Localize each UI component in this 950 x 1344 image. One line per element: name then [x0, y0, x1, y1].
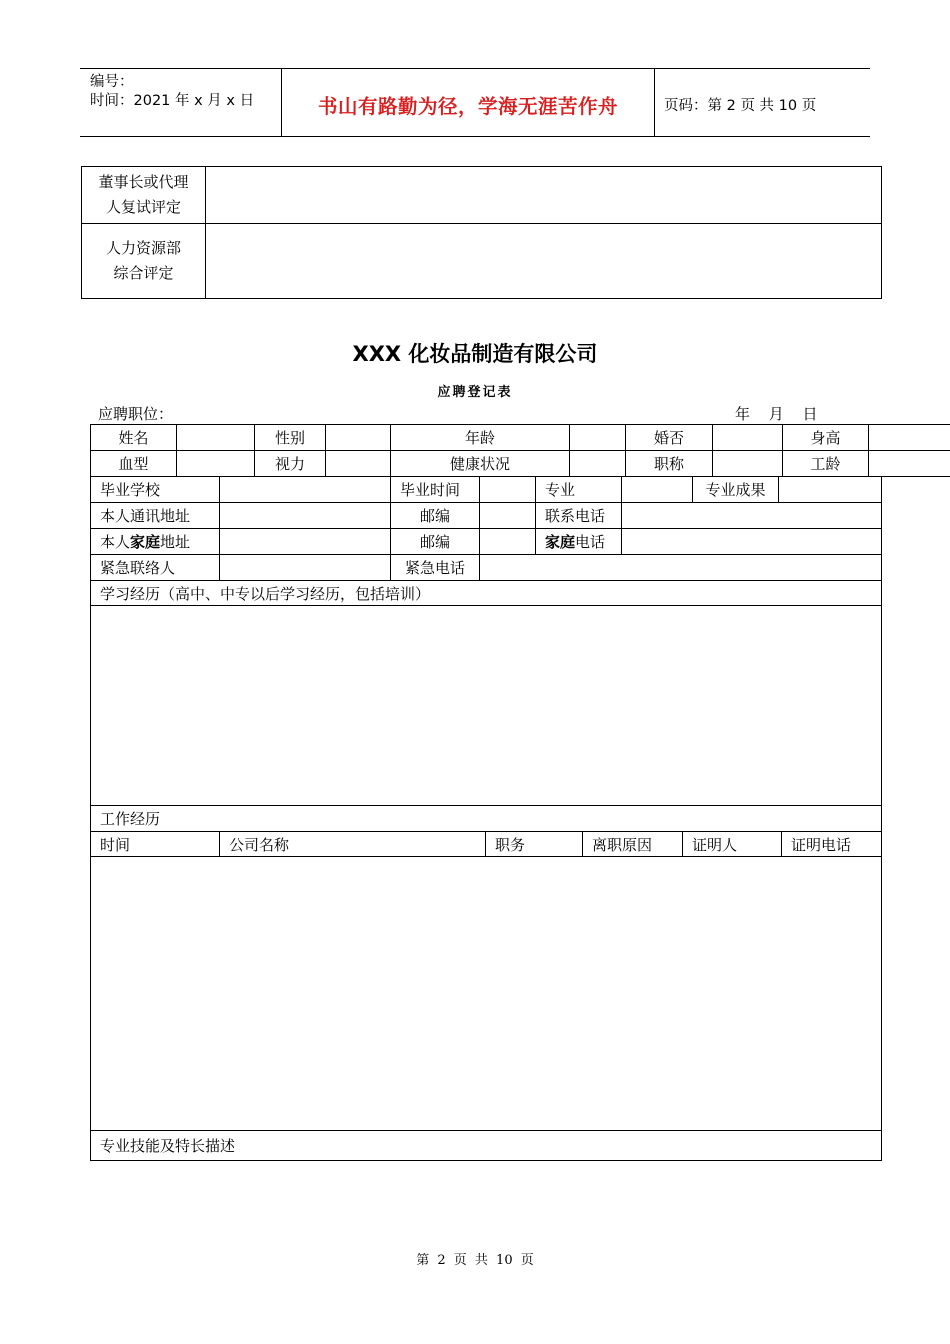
achievement-field[interactable] — [779, 477, 882, 503]
achievement-label: 专业成果 — [693, 477, 779, 503]
chairman-review-label — [82, 167, 206, 224]
marital-cell — [626, 425, 783, 451]
home-address-field[interactable] — [220, 529, 391, 555]
name-field[interactable] — [177, 425, 255, 451]
health-field[interactable] — [570, 451, 626, 477]
professional-title-label: 职称 — [654, 455, 685, 473]
gender-label: 性别 — [255, 425, 326, 451]
height-field[interactable] — [869, 425, 950, 451]
skills-label: 专业技能及特长描述 — [91, 1131, 882, 1161]
professional-title-field[interactable] — [712, 451, 782, 476]
emergency-contact-field[interactable] — [220, 555, 391, 581]
height-label: 身高 — [783, 425, 869, 451]
health-label: 健康状况 — [391, 451, 570, 477]
header-divider — [654, 69, 655, 136]
review-table — [81, 166, 882, 299]
chairman-review-label-line2: 人复试评定 — [105, 198, 181, 216]
contact-phone-field[interactable] — [622, 503, 882, 529]
document-number-label: 编号： — [90, 74, 134, 90]
blood-type-field[interactable] — [177, 451, 255, 477]
home-postcode-field[interactable] — [480, 529, 536, 555]
major-field[interactable] — [622, 477, 693, 503]
age-field[interactable] — [570, 425, 626, 451]
work-header-referee: 证明人 — [683, 832, 782, 857]
education-field[interactable] — [91, 606, 882, 806]
home-phone-suffix: 电话 — [575, 533, 606, 551]
home-phone-field[interactable] — [622, 529, 882, 555]
marital-label: 婚否 — [654, 429, 685, 447]
emergency-phone-field[interactable] — [480, 555, 882, 581]
company-title: XXX 化妆品制造有限公司 — [352, 342, 598, 366]
chairman-review-label-line1: 董事长或代理 — [98, 173, 189, 191]
home-phone-label — [536, 529, 622, 555]
age-label: 年龄 — [391, 425, 570, 451]
seniority-field[interactable] — [869, 451, 950, 477]
home-postcode-label: 邮编 — [391, 529, 480, 555]
header-motto: 书山有路勤为径，学海无涯苦作舟 — [317, 95, 618, 118]
grad-time-field[interactable] — [480, 477, 536, 503]
emergency-contact-label: 紧急联络人 — [91, 555, 220, 581]
home-address-prefix: 本人 — [100, 533, 131, 551]
title-cell — [626, 451, 783, 477]
work-header-referee-phone: 证明电话 — [782, 832, 882, 857]
home-address-suffix: 地址 — [160, 533, 191, 551]
postcode-field[interactable] — [480, 503, 536, 529]
form-title: 应聘登记表 — [437, 385, 513, 400]
education-label: 学习经历（高中、中专以后学习经历，包括培训） — [91, 581, 882, 606]
marital-field[interactable] — [712, 425, 782, 450]
header-meta — [90, 73, 254, 111]
blood-type-label: 血型 — [91, 451, 177, 477]
grad-time-label: 毕业时间 — [391, 477, 480, 503]
work-header-company: 公司名称 — [220, 832, 486, 857]
page-footer: 第 2 页 共 10 页 — [416, 1253, 534, 1268]
seniority-label: 工龄 — [783, 451, 869, 477]
date-label: 年 月 日 — [735, 405, 818, 423]
mailing-address-field[interactable] — [220, 503, 391, 529]
hr-review-label — [82, 224, 206, 299]
vision-field[interactable] — [326, 451, 391, 477]
page-header — [80, 68, 870, 137]
school-field[interactable] — [220, 477, 391, 503]
work-header-time: 时间 — [91, 832, 220, 857]
header-page-info: 页码：第 2 页 共 10 页 — [664, 98, 817, 114]
school-label: 毕业学校 — [91, 477, 220, 503]
contact-info-table — [90, 476, 882, 581]
work-experience-field[interactable] — [91, 857, 882, 1131]
document-time-label: 时间：2021 年 x 月 x 日 — [90, 93, 255, 109]
name-label: 姓名 — [91, 425, 177, 451]
gender-field[interactable] — [326, 425, 391, 451]
basic-info-table — [90, 424, 950, 477]
work-header-reason: 离职原因 — [583, 832, 683, 857]
vision-label: 视力 — [255, 451, 326, 477]
major-label: 专业 — [536, 477, 622, 503]
experience-table — [90, 580, 882, 1161]
contact-phone-label: 联系电话 — [536, 503, 622, 529]
hr-review-field[interactable] — [206, 224, 882, 299]
hr-review-label-line2: 综合评定 — [113, 264, 174, 282]
home-address-bold: 家庭 — [130, 533, 161, 551]
position-label: 应聘职位： — [98, 405, 174, 423]
home-phone-bold: 家庭 — [545, 533, 576, 551]
emergency-phone-label: 紧急电话 — [391, 555, 480, 581]
postcode-label: 邮编 — [391, 503, 480, 529]
hr-review-label-line1: 人力资源部 — [105, 239, 181, 257]
chairman-review-field[interactable] — [206, 167, 882, 224]
work-header-position: 职务 — [486, 832, 583, 857]
mailing-address-label: 本人通讯地址 — [91, 503, 220, 529]
work-experience-label: 工作经历 — [91, 806, 882, 832]
home-address-label — [91, 529, 220, 555]
